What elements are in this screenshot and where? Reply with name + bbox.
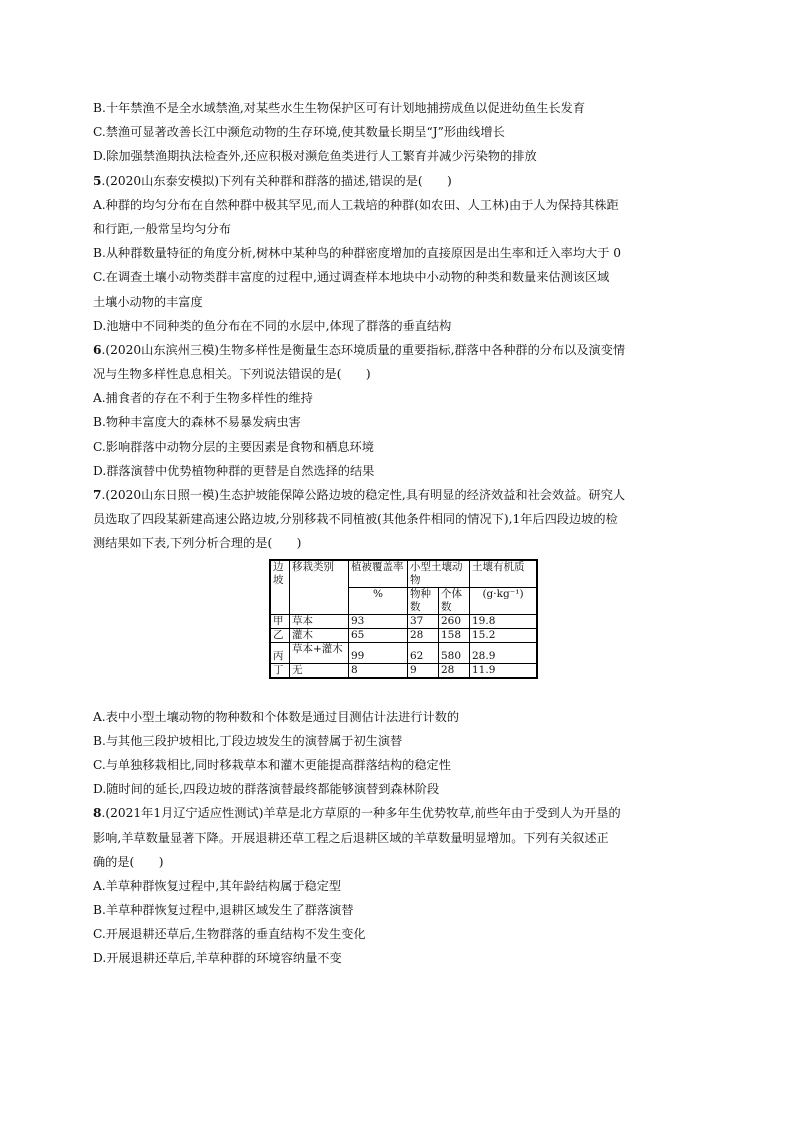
cell-slope: 甲: [270, 614, 290, 628]
cell-plant: 无: [290, 663, 349, 678]
th-organic-unit: (g·kg⁻¹): [470, 587, 538, 614]
q8-option-b: B.羊草种群恢复过程中,退耕区域发生了群落演替: [93, 903, 354, 918]
cell-cover: 65: [349, 628, 408, 642]
cell-count: 28: [439, 663, 470, 678]
q6-stem-text: .(2020山东滨州三模)生物多样性是衡量生态环境质量的重要指标,群落中各种群的分布以及演变情: [101, 342, 626, 357]
q7-stem-cont2: 测结果如下表,下列分析合理的是( ): [93, 536, 302, 551]
th-slope: 边坡: [270, 560, 290, 615]
th-organic: 土壤有机质: [470, 560, 538, 588]
cell-species: 9: [408, 663, 439, 678]
cell-plant: 灌木: [290, 628, 349, 642]
th-species-count: 物种数: [408, 587, 439, 614]
q6-option-c: C.影响群落中动物分层的主要因素是食物和栖息环境: [93, 439, 374, 454]
q7-option-d: D.随时间的延长,四段边坡的群落演替最终都能够演替到森林阶段: [93, 782, 440, 797]
q7-stem: [93, 483, 703, 507]
q8-stem-text: .(2021年1月辽宁适应性测试)羊草是北方草原的一种多年生优势牧草,前些年由于受到人为开垦的: [101, 806, 621, 821]
cell-organic: 15.2: [470, 628, 538, 642]
q4-option-c: C.禁渔可显著改善长江中濒危动物的生存环境,使其数量长期呈“J”形曲线增长: [93, 125, 505, 140]
th-plant-type: 移栽类别: [290, 560, 349, 615]
cell-cover: 8: [349, 663, 408, 678]
q4-option-b: B.十年禁渔不是全水域禁渔,对某些水生生物保护区可有计划地捕捞成鱼以促进幼鱼生长发育: [93, 101, 586, 115]
q5-option-c: C.在调查土壤小动物类群丰富度的过程中,通过调查样本地块中小动物的种类和数量来估测该区域: [93, 270, 610, 285]
cell-count: 580: [439, 642, 470, 663]
q5-option-a: A.种群的均匀分布在自然种群中极其罕见,而人工栽培的种群(如农田、人工林)由于人为保持其株距: [93, 197, 619, 212]
cell-slope: 乙: [270, 628, 290, 642]
table-row: [270, 614, 537, 628]
q7-option-c: C.与单独移栽相比,同时移栽草本和灌木更能提高群落结构的稳定性: [93, 757, 451, 772]
table-row: [270, 642, 537, 663]
cell-organic: 19.8: [470, 614, 538, 628]
q5-option-c-cont: 土壤小动物的丰富度: [93, 294, 203, 309]
q7-option-a: A.表中小型土壤动物的物种数和个体数是通过目测估计法进行计数的: [93, 709, 460, 724]
q4-option-d: D.除加强禁渔期执法检查外,还应积极对濒危鱼类进行人工繁育并减少污染物的排放: [93, 149, 537, 164]
table-row: [270, 663, 537, 678]
q5-stem: [93, 169, 703, 193]
document-page: [93, 96, 703, 971]
q7-number: 7: [93, 488, 102, 502]
q6-option-d: D.群落演替中优势植物种群的更替是自然选择的结果: [93, 463, 375, 478]
th-soil-animal: 小型土壤动物: [408, 560, 470, 588]
q8-stem-cont2: 确的是( ): [93, 854, 164, 869]
q5-stem-text: .(2020山东泰安模拟)下列有关种群和群落的描述,错误的是( ): [101, 173, 452, 188]
q8-option-a: A.羊草种群恢复过程中,其年龄结构属于稳定型: [93, 878, 342, 893]
cell-count: 260: [439, 614, 470, 628]
q5-option-a-cont: 和行距,一般常呈均匀分布: [93, 221, 231, 236]
cell-cover: 93: [349, 614, 408, 628]
q6-option-a: A.捕食者的存在不利于生物多样性的维持: [93, 391, 313, 406]
q5-number: 5: [93, 173, 102, 188]
cell-plant: 草本: [290, 614, 349, 628]
q8-stem-cont: 影响,羊草数量显著下降。开展退耕还草工程之后退耕区域的羊草数量明显增加。下列有关叙述正: [93, 830, 609, 845]
q7-option-b: B.与其他三段护坡相比,丁段边坡发生的演替属于初生演替: [93, 733, 403, 748]
cell-slope: 丙: [270, 642, 290, 663]
q5-option-d: D.池塘中不同种类的鱼分布在不同的水层中,体现了群落的垂直结构: [93, 318, 452, 333]
q6-number: 6: [93, 342, 102, 357]
q8-stem: [93, 801, 703, 825]
cell-slope: 丁: [270, 663, 290, 678]
cell-species: 37: [408, 614, 439, 628]
th-cover-unit: %: [349, 587, 408, 614]
q7-options: [93, 705, 703, 802]
q8-number: 8: [93, 806, 102, 821]
q6-stem: [93, 338, 703, 362]
q6-option-b: B.物种丰富度大的森林不易暴发病虫害: [93, 415, 301, 430]
q8-option-c: C.开展退耕还草后,生物群落的垂直结构不发生变化: [93, 927, 366, 942]
q7-stem-cont: 员选取了四段某新建高速公路边坡,分别移栽不同植被(其他条件相同的情况下),1年后四段边坡的检: [93, 512, 618, 527]
q7-stem-text: .(2020山东日照一模)生态护坡能保障公路边坡的稳定性,具有明显的经济效益和社会效益。研究人: [101, 488, 626, 502]
q6-stem-cont: 况与生物多样性息息相关。下列说法错误的是( ): [93, 367, 371, 382]
cell-cover: 99: [349, 642, 408, 663]
cell-plant: 草本+灌木: [290, 642, 349, 663]
cell-count: 158: [439, 628, 470, 642]
q8-option-d: D.开展退耕还草后,羊草种群的环境容纳量不变: [93, 951, 342, 966]
cell-species: 28: [408, 628, 439, 642]
cell-organic: 28.9: [470, 642, 538, 663]
th-individual-count: 个体数: [439, 587, 470, 614]
q5-option-b: B.从种群数量特征的角度分析,树林中某种鸟的种群密度增加的直接原因是出生率和迁入率均大于 0: [93, 246, 622, 261]
table-row: [270, 628, 537, 642]
th-cover-rate: 植被覆盖率: [349, 560, 408, 588]
cell-species: 62: [408, 642, 439, 663]
slope-data-table: [269, 559, 538, 679]
cell-organic: 11.9: [470, 663, 538, 678]
